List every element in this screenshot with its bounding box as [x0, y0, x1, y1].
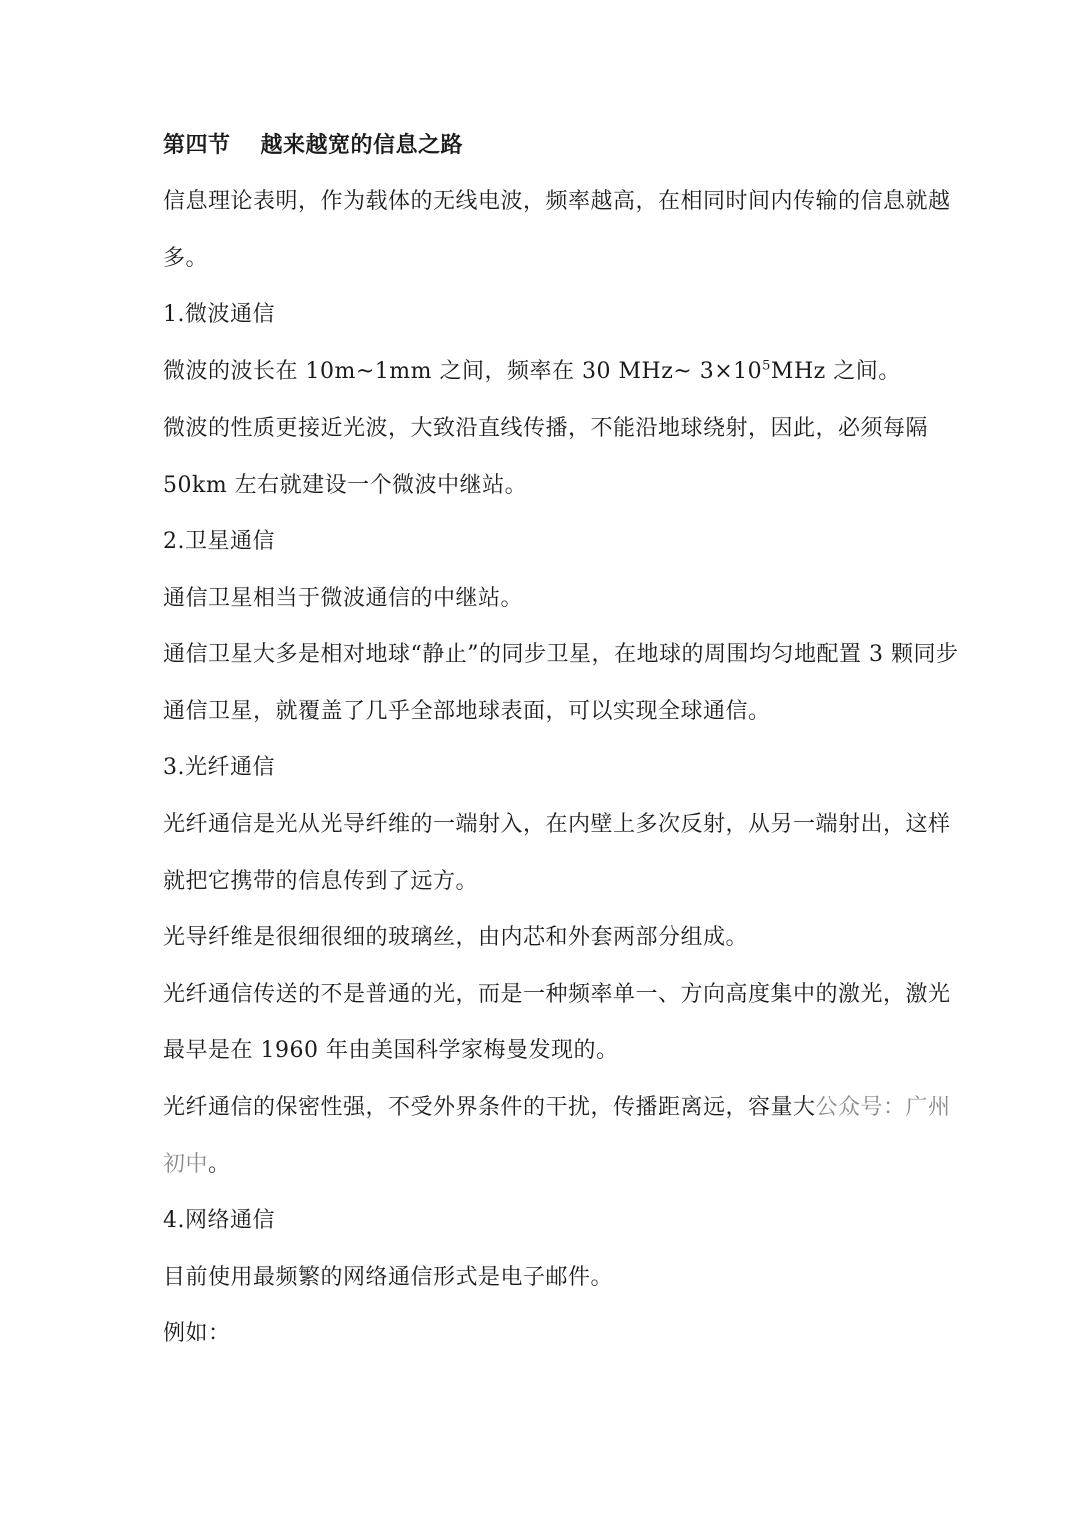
intro-line-1: 信息理论表明，作为载体的无线电波，频率越高，在相同时间内传输的信息就越 [163, 189, 951, 214]
microwave-p1 [163, 357, 901, 387]
fiber-p4-text: 光纤通信的保密性强，不受外界条件的干扰，传播距离远，容量大 [163, 1095, 816, 1120]
fiber-p4-end: 。 [208, 1152, 231, 1177]
fiber-p4-line-1 [163, 1093, 951, 1123]
microwave-p2-line-2: 50km 左右就建设一个微波中继站。 [163, 473, 528, 498]
fiber-p1-line-2: 就把它携带的信息传到了远方。 [163, 869, 479, 894]
fiber-p3-line-1: 光纤通信传送的不是普通的光，而是一种频率单一、方向高度集中的激光，激光 [163, 982, 951, 1007]
network-p1: 目前使用最频繁的网络通信形式是电子邮件。 [163, 1265, 614, 1290]
microwave-p1-text-a: 微波的波长在 10m~1mm 之间，频率在 30 MHz~ 3×10 [163, 359, 763, 384]
microwave-p1-text-b: MHz 之间。 [770, 359, 901, 384]
satellite-p1: 通信卫星相当于微波通信的中继站。 [163, 586, 524, 611]
satellite-heading: 2.卫星通信 [163, 529, 275, 554]
satellite-p2-line-1: 通信卫星大多是相对地球“静止”的同步卫星，在地球的周围均匀地配置 3 颗同步 [163, 642, 959, 667]
section-title-text: 越来越宽的信息之路 [260, 132, 464, 158]
section-number: 第四节 [163, 132, 231, 158]
section-title [163, 130, 463, 160]
network-heading: 4.网络通信 [163, 1208, 275, 1233]
watermark-text-continued: 初中 [163, 1152, 209, 1177]
network-p2: 例如： [163, 1321, 231, 1346]
fiber-p1-line-1: 光纤通信是光从光导纤维的一端射入，在内壁上多次反射，从另一端射出，这样 [163, 812, 951, 837]
microwave-heading: 1.微波通信 [163, 302, 275, 327]
fiber-heading: 3.光纤通信 [163, 755, 275, 780]
satellite-p2-line-2: 通信卫星，就覆盖了几乎全部地球表面，可以实现全球通信。 [163, 699, 771, 724]
microwave-p1-superscript: 5 [762, 358, 771, 374]
intro-line-2: 多。 [163, 246, 209, 271]
fiber-p2: 光导纤维是很细很细的玻璃丝，由内芯和外套两部分组成。 [163, 925, 749, 950]
fiber-p4-line-2 [163, 1150, 231, 1180]
watermark-text: 公众号：广州 [815, 1095, 951, 1120]
fiber-p3-line-2: 最早是在 1960 年由美国科学家梅曼发现的。 [163, 1038, 619, 1063]
microwave-p2-line-1: 微波的性质更接近光波，大致沿直线传播，不能沿地球绕射，因此，必须每隔 [163, 416, 929, 441]
